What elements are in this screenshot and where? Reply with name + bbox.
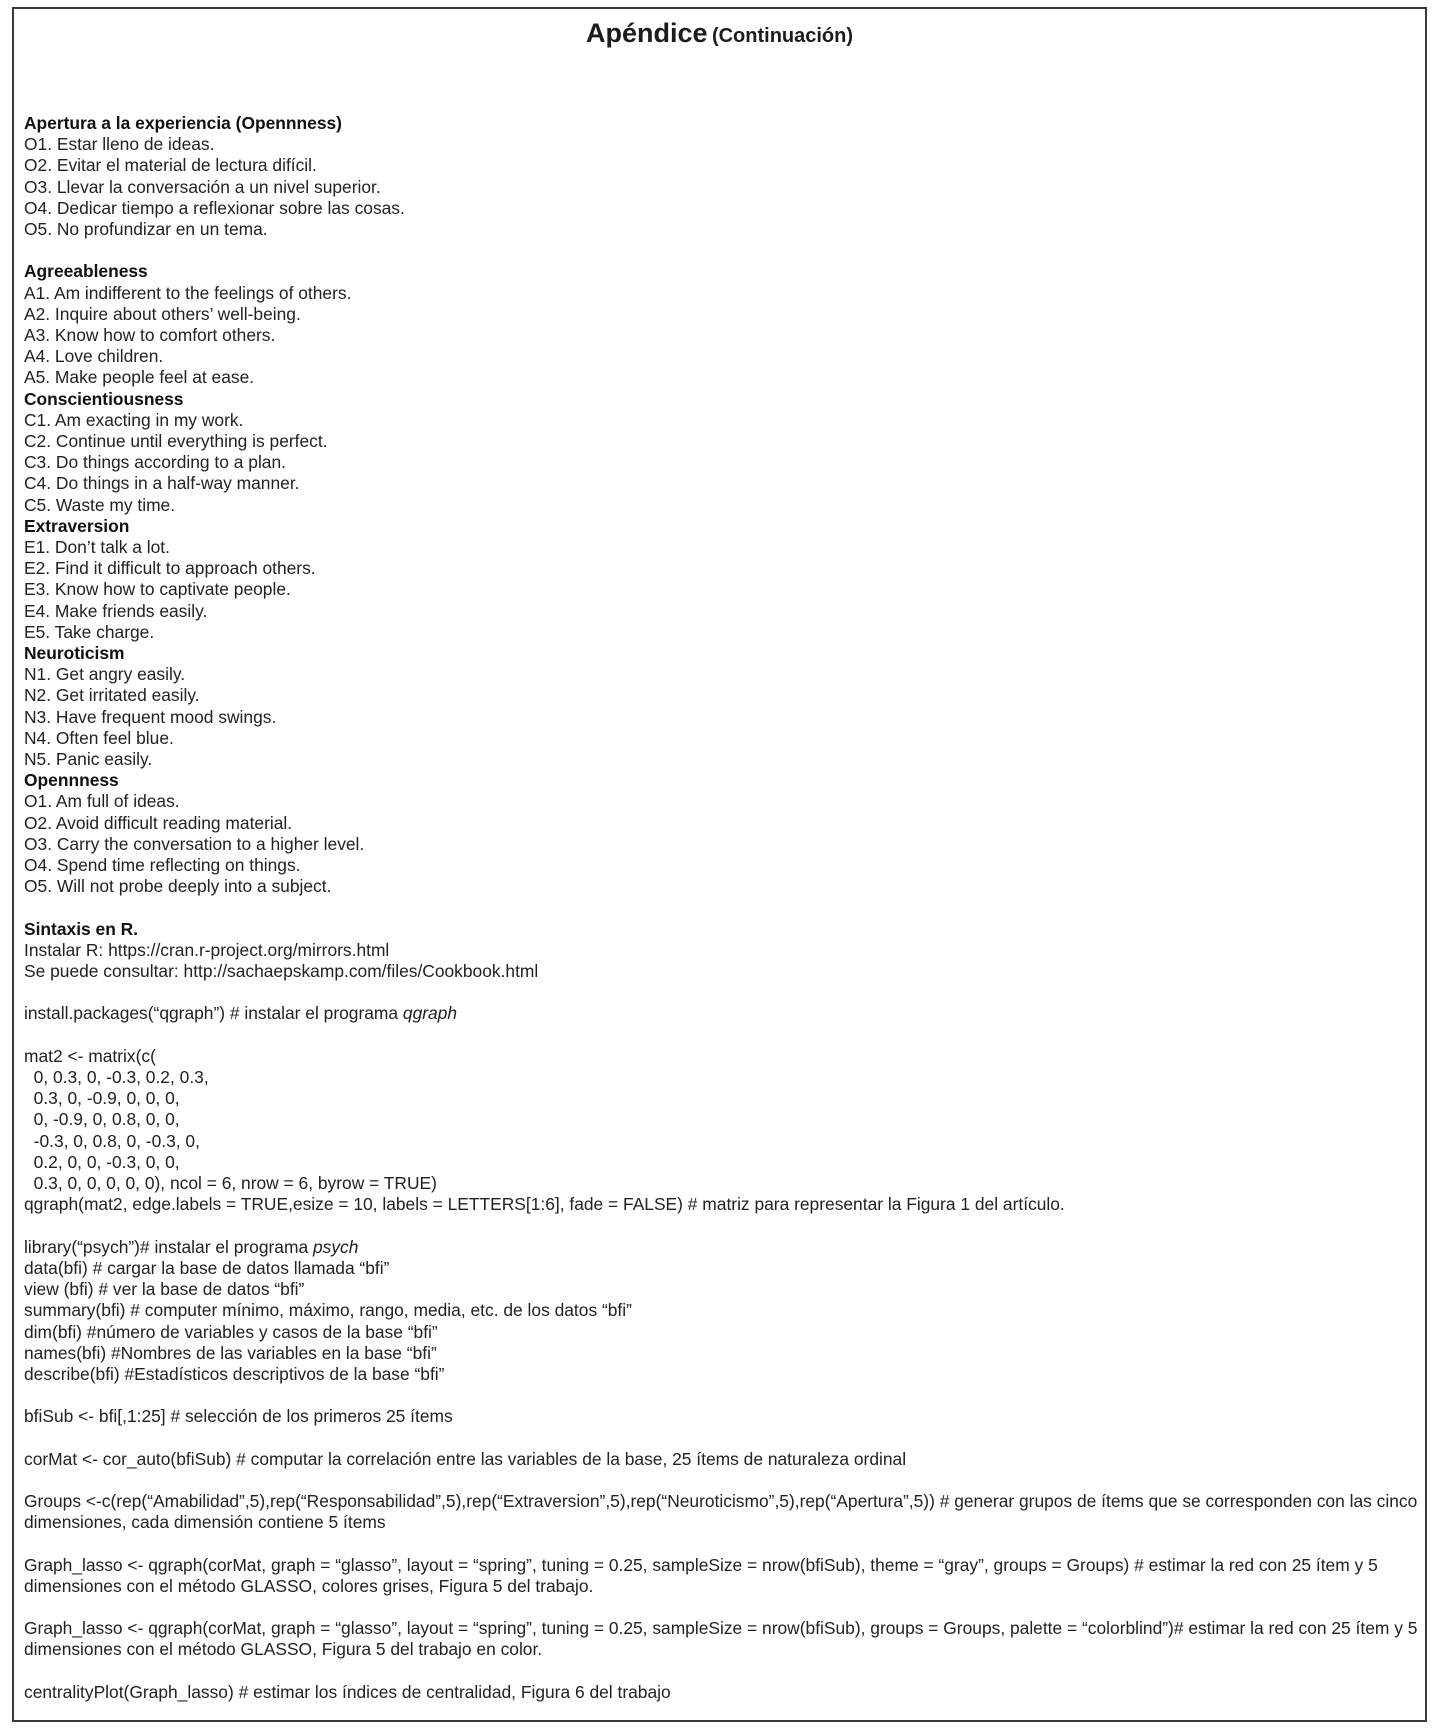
install-r-line: Instalar R: https://cran.r-project.org/mirrors.html	[24, 939, 390, 960]
code-line: 0, -0.9, 0, 0.8, 0, 0,	[24, 1109, 180, 1130]
cormat-line: corMat <- cor_auto(bfiSub) # computar la correlación entre las variables de la base, 25 ítems de naturaleza ordinal	[24, 1448, 907, 1469]
title-sub: (Continuación)	[711, 25, 854, 47]
code-text: library(“psych”)# instalar el programa	[24, 1236, 313, 1257]
code-line: view (bfi) # ver la base de datos “bfi”	[24, 1279, 305, 1300]
code-emphasis: qgraph	[402, 1003, 458, 1024]
list-item: E5. Take charge.	[24, 621, 155, 642]
code-line: summary(bfi) # computer mínimo, máximo, rango, media, etc. de los datos “bfi”	[24, 1300, 632, 1321]
list-item: E2. Find it difficult to approach others.	[24, 558, 316, 579]
centrality-line: centralityPlot(Graph_lasso) # estimar los índices de centralidad, Figura 6 del trabajo	[24, 1681, 671, 1702]
graph-color-line: Graph_lasso <- qgraph(corMat, graph = “glasso”, layout = “spring”, tuning = 0.25, sampleSize = nrow(bfiSub), groups = Groups, palette = “colorblind”)# estimar la red con 25 ítem y 5 dimensiones con el método GLASSO, Figura 5 del trabajo en color.	[24, 1618, 1418, 1660]
code-line: -0.3, 0, 0.8, 0, -0.3, 0,	[24, 1130, 200, 1151]
list-item: N5. Panic easily.	[24, 749, 153, 770]
list-item: C2. Continue until everything is perfect.	[24, 431, 328, 452]
consult-line: Se puede consultar: http://sachaepskamp.com/files/Cookbook.html	[24, 961, 539, 982]
code-line: mat2 <- matrix(c(	[24, 1045, 156, 1066]
list-item: C1. Am exacting in my work.	[24, 409, 244, 430]
list-item: N4. Often feel blue.	[24, 727, 174, 748]
appendix-content	[24, 113, 1419, 1703]
section-heading-extraversion: Extraversion	[24, 515, 130, 536]
list-item: O1. Estar lleno de ideas.	[24, 134, 215, 155]
list-item: N3. Have frequent mood swings.	[24, 706, 277, 727]
code-line: 0.2, 0, 0, -0.3, 0, 0,	[24, 1151, 180, 1172]
list-item: O5. Will not probe deeply into a subject.	[24, 876, 332, 897]
section-heading-neuroticism: Neuroticism	[24, 643, 125, 664]
code-line: 0, 0.3, 0, -0.3, 0.2, 0.3,	[24, 1067, 209, 1088]
code-text: install.packages(“qgraph”) # instalar el programa	[24, 1003, 403, 1024]
section-heading-syntax: Sintaxis en R.	[24, 918, 139, 939]
code-line: data(bfi) # cargar la base de datos llamada “bfi”	[24, 1257, 390, 1278]
code-line: dim(bfi) #número de variables y casos de la base “bfi”	[24, 1321, 438, 1342]
list-item: O2. Evitar el material de lectura difícil.	[24, 155, 317, 176]
list-item: A5. Make people feel at ease.	[24, 367, 255, 388]
bfisub-line: bfiSub <- bfi[,1:25] # selección de los primeros 25 ítems	[24, 1406, 453, 1427]
library-line	[24, 1237, 1419, 1258]
code-line: describe(bfi) #Estadísticos descriptivos de la base “bfi”	[24, 1363, 445, 1384]
install-packages-line	[24, 1003, 1419, 1024]
list-item: O4. Spend time reflecting on things.	[24, 855, 301, 876]
section-heading-agreeableness: Agreeableness	[24, 261, 148, 282]
list-item: E1. Don’t talk a lot.	[24, 537, 170, 558]
list-item: O3. Carry the conversation to a higher level.	[24, 833, 365, 854]
page-title	[0, 18, 1439, 49]
section-heading-conscientiousness: Conscientiousness	[24, 388, 184, 409]
list-item: O4. Dedicar tiempo a reflexionar sobre las cosas.	[24, 197, 405, 218]
list-item: E3. Know how to captivate people.	[24, 579, 291, 600]
section-heading-openness-en: Opennness	[24, 770, 119, 791]
code-line: 0.3, 0, 0, 0, 0, 0), ncol = 6, nrow = 6, byrow = TRUE)	[24, 1173, 437, 1194]
list-item: A2. Inquire about others’ well-being.	[24, 303, 301, 324]
list-item: O5. No profundizar en un tema.	[24, 219, 268, 240]
code-line: 0.3, 0, -0.9, 0, 0, 0,	[24, 1088, 180, 1109]
list-item: O3. Llevar la conversación a un nivel superior.	[24, 176, 381, 197]
code-emphasis: psych	[312, 1236, 359, 1257]
groups-line: Groups <-c(rep(“Amabilidad”,5),rep(“Responsabilidad”,5),rep(“Extraversion”,5),rep(“Neuroticismo”,5),rep(“Apertura”,5)) # generar grupos de ítems que se corresponden con las cinco dimensiones, cada dimensión contiene 5 ítems	[24, 1491, 1418, 1533]
title-main: Apéndice	[585, 18, 708, 48]
list-item: N1. Get angry easily.	[24, 664, 186, 685]
list-item: E4. Make friends easily.	[24, 600, 208, 621]
section-heading-openness-es: Apertura a la experiencia (Opennness)	[24, 113, 342, 133]
list-item: O2. Avoid difficult reading material.	[24, 812, 293, 833]
list-item: A4. Love children.	[24, 346, 164, 367]
list-item: N2. Get irritated easily.	[24, 685, 200, 706]
graph-gray-line: Graph_lasso <- qgraph(corMat, graph = “glasso”, layout = “spring”, tuning = 0.25, sampleSize = nrow(bfiSub), theme = “gray”, groups = Groups) # estimar la red con 25 ítem y 5 dimensiones con el método GLASSO, colores grises, Figura 5 del trabajo.	[24, 1554, 1378, 1596]
list-item: O1. Am full of ideas.	[24, 791, 180, 812]
list-item: A1. Am indifferent to the feelings of others.	[24, 282, 352, 303]
code-line: qgraph(mat2, edge.labels = TRUE,esize = 10, labels = LETTERS[1:6], fade = FALSE) # matriz para representar la Figura 1 del artículo.	[24, 1194, 1065, 1215]
list-item: C5. Waste my time.	[24, 494, 176, 515]
list-item: C4. Do things in a half-way manner.	[24, 473, 300, 494]
list-item: C3. Do things according to a plan.	[24, 452, 286, 473]
code-line: names(bfi) #Nombres de las variables en la base “bfi”	[24, 1342, 437, 1363]
list-item: A3. Know how to comfort others.	[24, 325, 276, 346]
